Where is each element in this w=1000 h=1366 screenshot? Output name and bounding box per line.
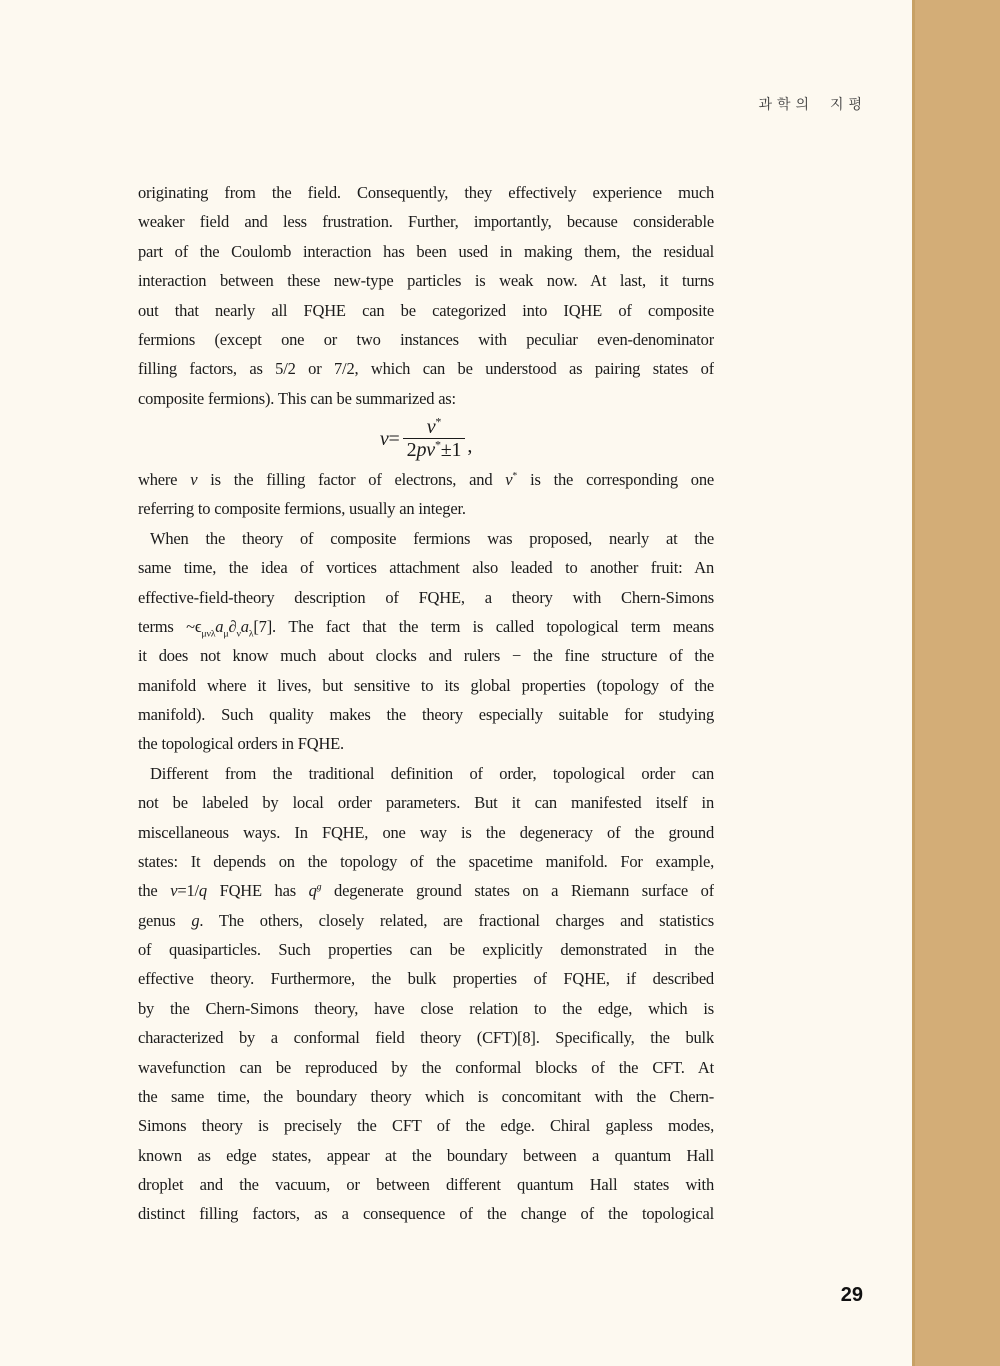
text-line: fermions (except one or two instances with peculiar even-denominator xyxy=(138,329,714,349)
text-line: miscellaneous ways. In FQHE, one way is the degeneracy of the ground xyxy=(138,822,714,842)
text-line: When the theory of composite fermions was proposed, nearly at the xyxy=(150,528,714,548)
text-line: the same time, the boundary theory which is concomitant with the Chern- xyxy=(138,1086,714,1106)
text-line: not be labeled by local order parameters. But it can manifested itself in xyxy=(138,793,714,813)
text-line: of quasiparticles. Such properties can be explicitly demonstrated in the xyxy=(138,940,714,959)
text-line: it does not know much about clocks and rulers − the fine structure of the xyxy=(138,646,714,666)
text-line: Different from the traditional definition of order, topological order can xyxy=(150,763,714,783)
text-line: composite fermions). This can be summarized as: xyxy=(138,388,456,408)
text-line: effective-field-theory description of FQHE, a theory with Chern-Simons xyxy=(138,587,714,607)
page-number: 29 xyxy=(840,1284,863,1306)
text-line: manifold). Such quality makes the theory especially suitable for studying xyxy=(138,705,714,724)
text-line: Simons theory is precisely the CFT of the edge. Chiral gapless modes, xyxy=(138,1116,714,1136)
text-line: characterized by a conformal field theory (CFT)[8]. Specifically, the bulk xyxy=(138,1028,714,1048)
text-line: referring to composite fermions, usually an integer. xyxy=(138,499,466,519)
text-line: part of the Coulomb interaction has been used in making them, the residual xyxy=(138,241,714,261)
equation-suffix: , xyxy=(467,434,473,457)
equation-filling-factor xyxy=(138,413,714,465)
text-line: effective theory. Furthermore, the bulk properties of FQHE, if described xyxy=(138,969,714,989)
text-line: the v=1/q FQHE has $q^g$ degenerate ground states on a Riemann surface of xyxy=(138,881,714,901)
text-line: genus g. The others, closely related, are fractional charges and statistics xyxy=(138,910,714,930)
text-line: known as edge states, appear at the boundary between a quantum Hall xyxy=(138,1145,714,1165)
text-line: same time, the idea of vortices attachment also leaded to another fruit: An xyxy=(138,558,714,578)
text-line: out that nearly all FQHE can be categorized into IQHE of composite xyxy=(138,300,714,320)
decorative-side-stripe xyxy=(912,0,1000,1366)
text-line: filling factors, as 5/2 or 7/2, which can be understood as pairing states of xyxy=(138,359,714,379)
text-line: interaction between these new-type particles is weak now. At last, it turns xyxy=(138,271,714,291)
text-line: wavefunction can be reproduced by the conformal blocks of the CFT. At xyxy=(138,1057,714,1077)
equation-fraction xyxy=(403,413,466,462)
text-line: manifold where it lives, but sensitive to its global properties (topology of the xyxy=(138,675,714,695)
text-line: terms $\sim\epsilon_{\mu\nu\lambda}a_\mu\partial_\nu a_\lambda[7]$. The fact that the term is called topological term means xyxy=(138,616,714,640)
text-line: weaker field and less frustration. Further, importantly, because considerable xyxy=(138,212,714,232)
text-line: originating from the field. Consequently, they effectively experience much xyxy=(138,183,714,202)
text-line: states: It depends on the topology of the spacetime manifold. For example, xyxy=(138,851,714,871)
running-head: 과학의 지평 xyxy=(758,96,867,112)
equation-numerator: v* xyxy=(426,413,442,438)
text-line: the topological orders in FQHE. xyxy=(138,734,344,754)
text-line: distinct filling factors, as a consequence of the change of the topological xyxy=(138,1204,714,1224)
equation-denominator: 2pv*±1 xyxy=(403,438,466,461)
text-line: by the Chern-Simons theory, have close relation to the edge, which is xyxy=(138,998,714,1018)
text-line: droplet and the vacuum, or between different quantum Hall states with xyxy=(138,1175,714,1194)
equation-lhs: v= xyxy=(379,427,400,450)
text-line: where v is the filling factor of electrons, and v* is the corresponding one xyxy=(138,470,714,489)
body-text xyxy=(138,178,714,1229)
